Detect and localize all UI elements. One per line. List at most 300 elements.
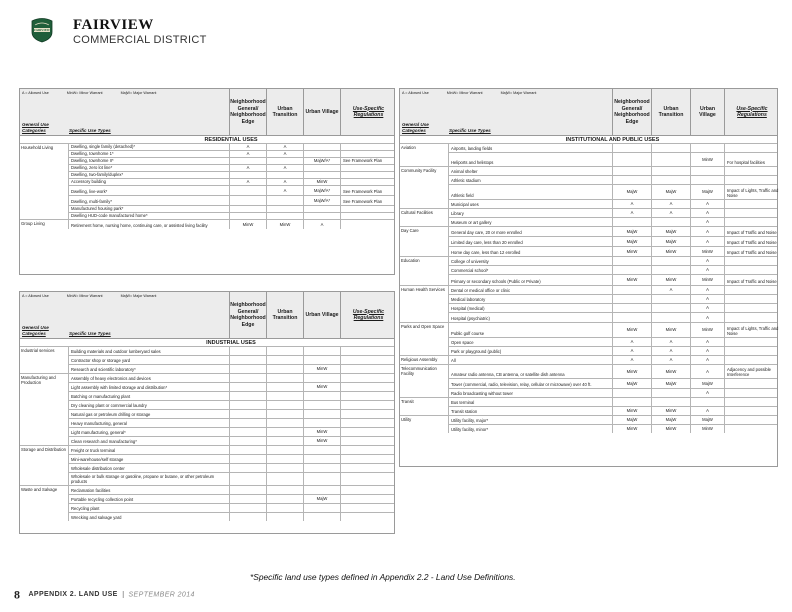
general-use-category: Utility (401, 417, 412, 422)
use-specific-regulation: Impact of Lights, Traffic and Noise (724, 323, 779, 337)
fairview-logo (19, 14, 219, 48)
legend (22, 91, 174, 95)
table-row (20, 418, 394, 427)
header-neighborhood-general: Neighborhood General/ Neighborhood Edge (229, 292, 266, 338)
general-use-category: Human Health Services (401, 287, 445, 292)
general-use-category (21, 383, 67, 391)
urban-village-value: A (690, 347, 724, 355)
neighborhood-general-value (229, 365, 266, 373)
urban-village-value (303, 410, 340, 418)
neighborhood-general-value: A (612, 200, 651, 208)
general-use-category (21, 410, 67, 418)
neighborhood-general-value (612, 304, 651, 312)
urban-transition-value (266, 486, 303, 494)
neighborhood-general-value (229, 356, 266, 364)
section-title: INDUSTRIAL USES (206, 340, 256, 346)
legend (402, 91, 554, 95)
urban-village-value: A (690, 338, 724, 346)
neighborhood-general-value: A (612, 356, 651, 364)
legend-major-warrant: MajW= Major Warrant (120, 294, 157, 298)
logo-wordmark: FAIRVIEW (34, 28, 50, 33)
urban-transition-value: MajW (651, 227, 690, 236)
specific-use-type: Contractor shop or storage yard (68, 356, 229, 364)
use-specific-regulation (340, 473, 396, 485)
table-row (400, 166, 777, 175)
general-use-category (21, 419, 67, 427)
legend-major-warrant: MajW= Major Warrant (120, 91, 157, 95)
general-use-category (401, 407, 447, 415)
urban-transition-value: MinW (266, 220, 303, 229)
specific-use-type: Heavy manufacturing, general (68, 419, 229, 427)
specific-use-type: Amateur radio antenna, CB antenna, or satellite dish antenna (448, 365, 612, 378)
urban-village-value: MinW (303, 179, 340, 185)
specific-use-type: Airports, landing fields (448, 144, 612, 152)
general-use-category (21, 392, 67, 400)
neighborhood-general-value: A (612, 338, 651, 346)
use-specific-regulation (340, 437, 396, 445)
neighborhood-general-value (612, 313, 651, 322)
use-specific-regulation: See Framework Plan (340, 186, 396, 195)
urban-transition-value: A (651, 338, 690, 346)
general-use-category (21, 513, 67, 521)
urban-transition-value: MinW (651, 425, 690, 433)
neighborhood-general-value (612, 167, 651, 175)
urban-transition-value (651, 389, 690, 397)
neighborhood-general-value (612, 266, 651, 274)
use-specific-regulation (724, 218, 779, 226)
specific-use-type: Dental or medical office or clinic (448, 286, 612, 294)
general-use-category: Storage and Distribution (21, 447, 66, 452)
neighborhood-general-value: MinW (612, 275, 651, 285)
neighborhood-general-value (229, 495, 266, 503)
table-row (20, 205, 394, 212)
legend-allowed: A = Allowed Use (22, 91, 49, 95)
table-row (400, 246, 777, 256)
legend-minor-warrant: MinW= Minor Warrant (446, 91, 483, 95)
use-specific-regulation (724, 209, 779, 217)
urban-village-value: MajW (303, 495, 340, 503)
general-use-category (21, 428, 67, 436)
urban-village-value: MajW (690, 379, 724, 388)
use-specific-regulation (340, 419, 396, 427)
table-row (20, 364, 394, 373)
urban-transition-value (651, 176, 690, 184)
urban-village-value: A (690, 218, 724, 226)
specific-use-type: Hospital (medical) (448, 304, 612, 312)
specific-use-type: Commercial school* (448, 266, 612, 274)
table-row (20, 143, 394, 150)
urban-village-value (303, 504, 340, 512)
table-row (20, 382, 394, 391)
use-specific-regulation (340, 495, 396, 503)
neighborhood-general-value (612, 295, 651, 303)
urban-transition-value (651, 313, 690, 322)
neighborhood-general-value (229, 428, 266, 436)
table-row (400, 424, 777, 433)
section-title-row (20, 135, 394, 143)
neighborhood-general-value (229, 347, 266, 355)
header-neighborhood-general: Neighborhood General/ Neighborhood Edge (612, 89, 651, 135)
specific-use-type: Transit station (448, 407, 612, 415)
specific-use-type: Public golf course (448, 323, 612, 337)
use-specific-regulation: Impact of Traffic and Noise (724, 227, 779, 236)
use-specific-regulation (340, 356, 396, 364)
neighborhood-general-value: A (229, 144, 266, 150)
neighborhood-general-value (229, 186, 266, 195)
use-specific-regulation (340, 464, 396, 472)
table-header (400, 89, 777, 135)
neighborhood-general-value (612, 218, 651, 226)
footnote: *Specific land use types defined in Appendix 2.2 - Land Use Definitions. (250, 572, 516, 582)
institutional-public-uses-table (399, 88, 778, 467)
urban-transition-value: MinW (651, 275, 690, 285)
urban-village-value: MinW (303, 383, 340, 391)
neighborhood-general-value: MinW (612, 407, 651, 415)
use-specific-regulation (340, 220, 396, 229)
header-general-use-categories: General Use Categories (22, 325, 49, 336)
use-specific-regulation (340, 455, 396, 463)
table-row (20, 494, 394, 503)
table-row (20, 219, 394, 229)
table-row (400, 303, 777, 312)
general-use-category: Industrial services (21, 348, 55, 353)
urban-transition-value (651, 144, 690, 152)
urban-transition-value (651, 257, 690, 265)
table-row (400, 346, 777, 355)
urban-village-value (303, 486, 340, 494)
specific-use-type: Athletic stadium (448, 176, 612, 184)
specific-use-type: Hospital (psychiatric) (448, 313, 612, 322)
urban-transition-value (266, 437, 303, 445)
general-use-category (401, 295, 447, 303)
table-row (400, 265, 777, 274)
specific-use-type: Dwelling HUD-code manufactured home* (68, 213, 229, 219)
neighborhood-general-value (229, 486, 266, 494)
general-use-category (401, 304, 447, 312)
table-row (400, 274, 777, 285)
urban-village-value (690, 144, 724, 152)
urban-transition-value (266, 446, 303, 454)
general-use-category: Day Care (401, 228, 419, 233)
neighborhood-general-value (612, 286, 651, 294)
specific-use-type: Assembly of heavy electronics and devices (68, 374, 229, 382)
urban-transition-value: MinW (651, 365, 690, 378)
use-specific-regulation (724, 200, 779, 208)
neighborhood-general-value (229, 419, 266, 427)
use-specific-regulation (724, 356, 779, 364)
neighborhood-general-value: A (612, 209, 651, 217)
brand-name: FAIRVIEW (73, 17, 154, 33)
table-row (20, 485, 394, 494)
urban-transition-value (266, 410, 303, 418)
urban-village-value: MinW (303, 365, 340, 373)
use-specific-regulation (724, 257, 779, 265)
general-use-category: Household Living (21, 145, 54, 150)
use-specific-regulation (724, 266, 779, 274)
neighborhood-general-value (229, 392, 266, 400)
general-use-category: Waste and Salvage (21, 487, 58, 492)
urban-village-value: A (690, 365, 724, 378)
table-row (20, 185, 394, 195)
table-row (20, 391, 394, 400)
urban-village-value: A (690, 407, 724, 415)
urban-village-value: A (690, 227, 724, 236)
specific-use-type: Radio broadcasting without tower (448, 389, 612, 397)
neighborhood-general-value: MajW (612, 379, 651, 388)
neighborhood-general-value (229, 383, 266, 391)
urban-village-value: MinW (690, 153, 724, 166)
urban-village-value: MajW/A* (303, 186, 340, 195)
use-specific-regulation (724, 407, 779, 415)
fairview-seal-icon (31, 17, 53, 43)
specific-use-type: Dwelling, zero lot line* (68, 165, 229, 171)
residential-uses-table (19, 88, 395, 275)
neighborhood-general-value: MinW (612, 425, 651, 433)
urban-transition-value (266, 473, 303, 485)
urban-village-value (303, 513, 340, 521)
neighborhood-general-value: MajW (612, 185, 651, 199)
urban-transition-value (266, 428, 303, 436)
table-row (20, 427, 394, 436)
urban-village-value: MinW (690, 275, 724, 285)
neighborhood-general-value (229, 513, 266, 521)
header-urban-village: Urban Village (303, 89, 340, 135)
general-use-category: Community Facility (401, 168, 437, 173)
table-row (20, 195, 394, 205)
neighborhood-general-value: MinW (612, 247, 651, 256)
urban-transition-value: MajW (651, 379, 690, 388)
table-row (20, 512, 394, 521)
urban-village-value: A (690, 286, 724, 294)
urban-transition-value: A (651, 347, 690, 355)
legend-major-warrant: MajW= Major Warrant (500, 91, 537, 95)
specific-use-type: Dwelling, live-work* (68, 186, 229, 195)
table-row (20, 178, 394, 185)
use-specific-regulation: For hospital facilities (724, 153, 779, 166)
general-use-category (21, 365, 67, 373)
header-urban-village: Urban Village (690, 89, 724, 135)
table-header (20, 89, 394, 135)
urban-transition-value (266, 196, 303, 205)
header-neighborhood-general: Neighborhood General/ Neighborhood Edge (229, 89, 266, 135)
table-row (400, 236, 777, 246)
specific-use-type: Primary or secondary schools (Public or Private) (448, 275, 612, 285)
urban-transition-value (266, 383, 303, 391)
neighborhood-general-value (229, 437, 266, 445)
use-specific-regulation (724, 176, 779, 184)
header-urban-transition: Urban Transition (266, 89, 303, 135)
urban-transition-value (266, 347, 303, 355)
use-specific-regulation (724, 398, 779, 406)
neighborhood-general-value (229, 196, 266, 205)
header-use-specific-regulations: Use-Specific Regulations (340, 292, 396, 338)
neighborhood-general-value: MajW (612, 237, 651, 246)
general-use-category (21, 495, 67, 503)
header-specific-use-types: Specific Use Types (449, 128, 491, 133)
legend-allowed: A = Allowed Use (402, 91, 429, 95)
use-specific-regulation (724, 286, 779, 294)
table-header (20, 292, 394, 338)
table-row (20, 409, 394, 418)
use-specific-regulation (724, 304, 779, 312)
specific-use-type: Reclamation facilities (68, 486, 229, 494)
neighborhood-general-value (229, 410, 266, 418)
urban-village-value: MajW (690, 185, 724, 199)
general-use-category (401, 379, 447, 388)
neighborhood-general-value (612, 398, 651, 406)
neighborhood-general-value: MinW (612, 365, 651, 378)
urban-transition-value: MajW (651, 237, 690, 246)
neighborhood-general-value: A (612, 347, 651, 355)
urban-village-value: A (690, 304, 724, 312)
legend-minor-warrant: MinW= Minor Warrant (66, 294, 103, 298)
use-specific-regulation (340, 446, 396, 454)
general-use-category (21, 186, 67, 195)
urban-transition-value: MinW (651, 323, 690, 337)
table-row (400, 322, 777, 337)
specific-use-type: Freight or truck terminal (68, 446, 229, 454)
urban-transition-value (651, 167, 690, 175)
neighborhood-general-value (612, 176, 651, 184)
table-row (20, 400, 394, 409)
general-use-category: Parks and Open Space (401, 324, 445, 329)
use-specific-regulation (340, 513, 396, 521)
neighborhood-general-value: MajW (612, 227, 651, 236)
urban-transition-value (651, 398, 690, 406)
table-row (20, 346, 394, 355)
urban-village-value (303, 401, 340, 409)
legend-minor-warrant: MinW= Minor Warrant (66, 91, 103, 95)
general-use-category (21, 437, 67, 445)
table-row (400, 184, 777, 199)
urban-transition-value: MajW (651, 185, 690, 199)
general-use-category (21, 473, 67, 485)
urban-village-value: A (690, 237, 724, 246)
urban-village-value (303, 473, 340, 485)
specific-use-type: Accessory building (68, 179, 229, 185)
use-specific-regulation (340, 347, 396, 355)
table-row (20, 157, 394, 164)
table-row (400, 397, 777, 406)
urban-village-value: A (690, 257, 724, 265)
specific-use-type: Limited day care, less than 20 enrolled (448, 237, 612, 246)
specific-use-type: Library (448, 209, 612, 217)
header-general-use-categories: General Use Categories (402, 122, 429, 133)
general-use-category (401, 266, 447, 274)
neighborhood-general-value: A (229, 151, 266, 157)
table-row (400, 226, 777, 236)
table-row (400, 256, 777, 265)
table-row (20, 212, 394, 219)
general-use-category: Aviation (401, 145, 416, 150)
specific-use-type: Athletic field (448, 185, 612, 199)
use-specific-regulation (340, 504, 396, 512)
urban-transition-value: A (266, 186, 303, 195)
urban-transition-value (266, 504, 303, 512)
table-row (400, 152, 777, 166)
table-row (400, 175, 777, 184)
general-use-category (401, 237, 447, 246)
specific-use-type: Wholesale or bulk storage or gasoline, propane or butane, or other petroleum products (68, 473, 229, 485)
use-specific-regulation (340, 486, 396, 494)
table-row (20, 503, 394, 512)
page-footer (14, 586, 195, 604)
use-specific-regulation (340, 401, 396, 409)
table-row (400, 355, 777, 364)
general-use-category (401, 176, 447, 184)
specific-use-type: Retirement home, nursing home, continuing care, or assisted living facility (68, 220, 229, 229)
urban-transition-value (266, 419, 303, 427)
header-urban-village: Urban Village (303, 292, 340, 338)
table-row (400, 337, 777, 346)
urban-transition-value (266, 392, 303, 400)
legend (22, 294, 174, 298)
use-specific-regulation: Impact of Lights, Traffic and Noise (724, 185, 779, 199)
specific-use-type: Batching or manufacturing plant (68, 392, 229, 400)
neighborhood-general-value: MinW (229, 220, 266, 229)
urban-transition-value (651, 295, 690, 303)
neighborhood-general-value (229, 374, 266, 382)
urban-village-value: A (690, 389, 724, 397)
urban-transition-value (266, 365, 303, 373)
urban-village-value (303, 419, 340, 427)
table-row (400, 294, 777, 303)
general-use-category (401, 425, 447, 433)
header-urban-transition: Urban Transition (266, 292, 303, 338)
general-use-category (21, 196, 67, 205)
use-specific-regulation (340, 365, 396, 373)
header-specific-use-types: Specific Use Types (69, 128, 111, 133)
specific-use-type: Municipal uses (448, 200, 612, 208)
urban-village-value (303, 347, 340, 355)
urban-village-value (690, 398, 724, 406)
urban-transition-value (266, 464, 303, 472)
header-urban-transition: Urban Transition (651, 89, 690, 135)
specific-use-type: Open space (448, 338, 612, 346)
urban-transition-value (266, 495, 303, 503)
table-row (400, 285, 777, 294)
footer-separator: | (122, 591, 125, 599)
specific-use-type: Bus terminal (448, 398, 612, 406)
specific-use-type: Medical laboratory (448, 295, 612, 303)
neighborhood-general-value (229, 464, 266, 472)
use-specific-regulation (724, 389, 779, 397)
header-general-use-categories: General Use Categories (22, 122, 49, 133)
table-row (400, 364, 777, 378)
urban-village-value: MinW (690, 323, 724, 337)
specific-use-type: Research and scientific laboratory* (68, 365, 229, 373)
table-row (400, 406, 777, 415)
specific-use-type: Wrecking and salvage yard (68, 513, 229, 521)
neighborhood-general-value (229, 401, 266, 409)
section-title-row (400, 135, 777, 143)
table-row (20, 355, 394, 364)
urban-village-value (303, 356, 340, 364)
urban-village-value (303, 446, 340, 454)
urban-transition-value (651, 218, 690, 226)
use-specific-regulation: See Framework Plan (340, 158, 396, 164)
specific-use-type: Mini-warehouse/self storage (68, 455, 229, 463)
use-specific-regulation (340, 392, 396, 400)
footer-date: SEPTEMBER 2014 (128, 591, 195, 599)
general-use-category (401, 338, 447, 346)
industrial-uses-table (19, 291, 395, 534)
table-row (400, 415, 777, 424)
general-use-category (21, 356, 67, 364)
specific-use-type: Manufactured housing park* (68, 206, 229, 212)
general-use-category (21, 464, 67, 472)
specific-use-type: Wholesale distribution center (68, 464, 229, 472)
